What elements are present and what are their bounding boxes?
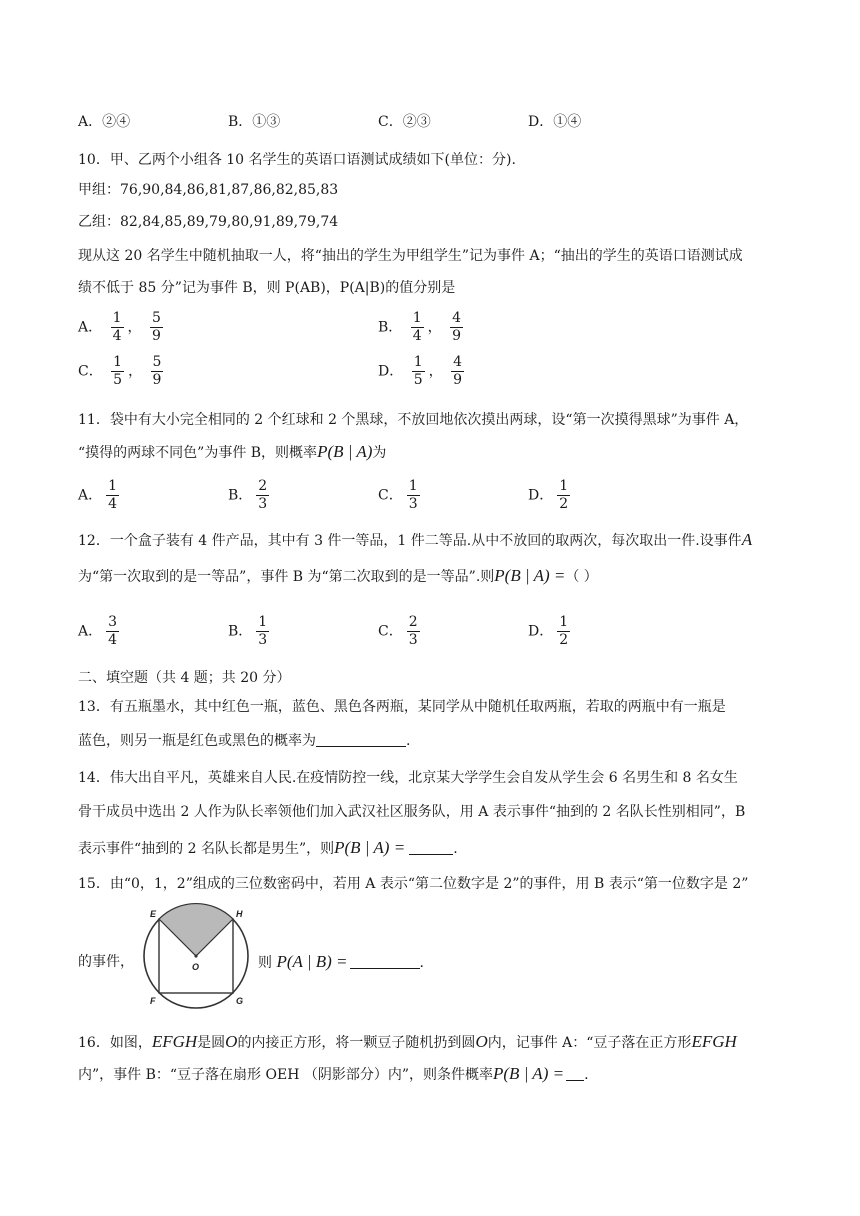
- label-o: O: [192, 962, 200, 972]
- q12-option-a: A． $\frac{3}{4}$: [78, 614, 118, 648]
- q13-line1: 13．有五瓶墨水，其中红色一瓶，蓝色、黑色各两瓶，某同学从中随机任取两瓶，若取的两瓶中有一瓶是: [78, 699, 726, 715]
- q16-answer-blank[interactable]: [566, 1066, 584, 1081]
- q11-option-b: B． $\frac{2}{3}$: [228, 478, 268, 512]
- q9-option-a: A．②④: [78, 114, 131, 130]
- q14-line1: 14．伟大出自平凡，英雄来自人民.在疫情防控一线，北京某大学学生会自发从学生会 6 名男生和 8 名女生: [78, 770, 738, 786]
- q12-line1: 12．一个盒子装有 4 件产品，其中有 3 件一等品，1 件二等品.从中不放回的取两次，每次取出一件.设事件A: [78, 530, 753, 549]
- label-f: F: [150, 996, 156, 1006]
- shaded-sector-oeh: [159, 904, 233, 956]
- q14-line3: 表示事件“抽到的 2 名队长都是男生”，则P(B | A) = .: [78, 838, 458, 857]
- q10-group-a: 甲组：76,90,84,86,81,87,86,82,85,83: [78, 182, 339, 198]
- q15-line1: 15．由“0，1，2”组成的三位数密码中，若用 A 表示“第二位数字是 2”的事件，用 B 表示“第一位数字是 2”: [78, 876, 749, 892]
- q10-line2: 绩不低于 85 分”记为事件 B，则 P(AB)，P(A|B)的值分别是: [78, 280, 456, 296]
- q10-option-d: D． $\frac{1}{5}$ ， $\frac{4}{9}$: [378, 354, 462, 388]
- q11-option-d: D． $\frac{1}{2}$: [528, 478, 569, 512]
- q9-option-c: C．②③: [378, 114, 431, 130]
- q9-option-b: B．①③: [228, 114, 281, 130]
- q12-option-c: C． $\frac{2}{3}$: [378, 614, 418, 648]
- q10-stem: 10．甲、乙两个小组各 10 名学生的英语口语测试成绩如下(单位：分).: [78, 152, 516, 168]
- q16-line2: 内”，事件 B：“豆子落在扇形 OEH （阴影部分）内”，则条件概率P(B | A) = .: [78, 1064, 589, 1083]
- q13-answer-blank[interactable]: [316, 732, 406, 747]
- q12-line2: 为“第一次取到的是一等品”，事件 B 为“第二次取到的是一等品”.则P(B | A) =（ ）: [78, 566, 598, 585]
- q16-line1: 16．如图，EFGH是圆O的内接正方形，将一颗豆子随机扔到圆O内，记事件 A：“豆子落在正方形EFGH: [78, 1032, 737, 1051]
- q10-group-b: 乙组：82,84,85,89,79,80,91,89,79,74: [78, 214, 339, 230]
- q10-option-a: A． $\frac{1}{4}$ ， $\frac{5}{9}$: [78, 310, 161, 344]
- q15-line2-tail: 则 P(A | B) = .: [258, 952, 424, 971]
- q15-line2: 的事件，: [78, 954, 134, 970]
- section-heading-fill-in: 二、填空题（共 4 题；共 20 分）: [78, 670, 291, 686]
- q10-option-c: C． $\frac{1}{5}$ ， $\frac{5}{9}$: [78, 354, 162, 388]
- q11-line2: “摸得的两球不同色”为事件 B，则概率P(B | A)为: [78, 442, 387, 461]
- q14-answer-blank[interactable]: [409, 840, 453, 855]
- label-g: G: [236, 996, 244, 1006]
- circle-square-figure: [138, 900, 256, 1010]
- label-e: E: [150, 909, 157, 919]
- q12-option-d: D． $\frac{1}{2}$: [528, 614, 569, 648]
- q14-line2: 骨干成员中选出 2 人作为队长率领他们加入武汉社区服务队，用 A 表示事件“抽到的 2 名队长性别相同”，B: [78, 804, 746, 820]
- label-h: H: [236, 909, 243, 919]
- q13-line2: 蓝色，则另一瓶是红色或黑色的概率为 .: [78, 733, 411, 749]
- q11-line1: 11．袋中有大小完全相同的 2 个红球和 2 个黑球，不放回地依次摸出两球，设“第一次摸得黑球”为事件 A，: [78, 412, 749, 428]
- q10-line1: 现从这 20 名学生中随机抽取一人，将“抽出的学生为甲组学生”记为事件 A；“抽出的学生的英语口语测试成: [78, 248, 743, 264]
- q9-option-d: D．①④: [528, 114, 582, 130]
- q11-option-c: C． $\frac{1}{3}$: [378, 478, 418, 512]
- q12-option-b: B． $\frac{1}{3}$: [228, 614, 268, 648]
- q11-option-a: A． $\frac{1}{4}$: [78, 478, 118, 512]
- q15-answer-blank[interactable]: [350, 954, 420, 969]
- q10-option-b: B． $\frac{1}{4}$ ， $\frac{4}{9}$: [378, 310, 462, 344]
